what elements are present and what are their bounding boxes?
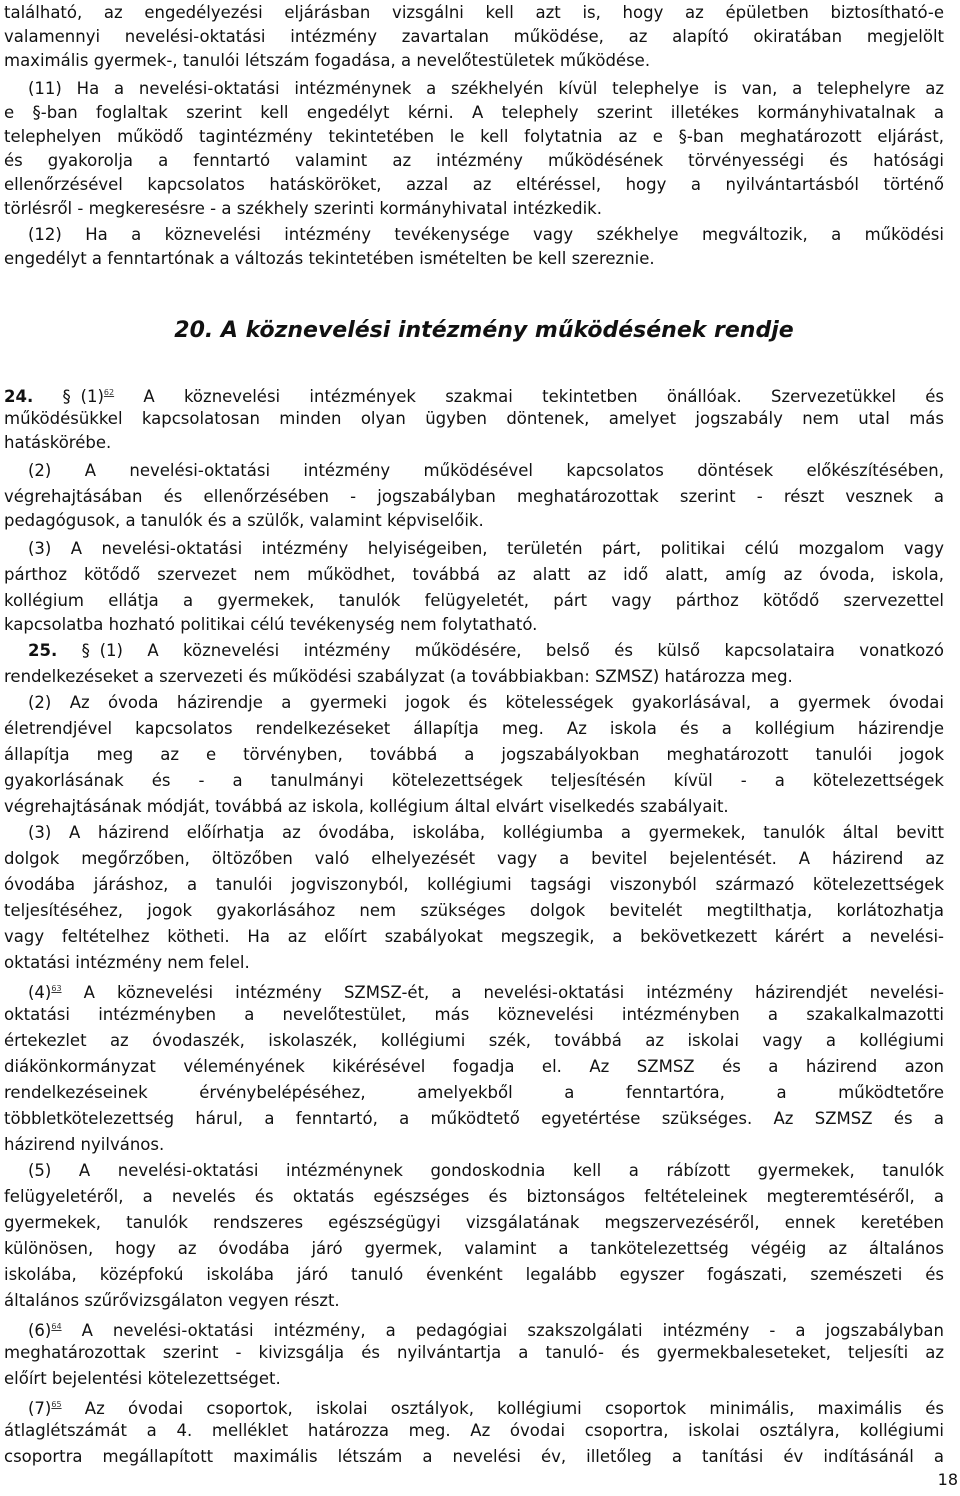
- text-fragment: -ban foglaltak szerint kell engedélyt kérni. A telephely szerint illetékes kormányhivatalnak a: [40, 103, 944, 122]
- text-fragment: (1) A köznevelési intézmény működésére, belső és külső kapcsolataira vonatkozó: [99, 641, 944, 660]
- text-line: működésükkel kapcsolatosan minden olyan ügyben döntenek, amelyet jogszabály nem utal más: [4, 409, 944, 428]
- paragraph-sign: §: [81, 641, 90, 660]
- text-line: (2) Az óvoda házirendje a gyermeki jogok és kötelességek gyakorlásával, a gyermek óvodai: [28, 693, 944, 712]
- page-number: 18: [937, 1470, 958, 1489]
- text-line: kapcsolatba hozható politikai célú tevékenység nem folytatható.: [4, 615, 538, 634]
- text-line: [4, 976, 944, 1002]
- text-line: (3) A házirend előírhatja az óvodába, iskolába, kollégiumba a gyermekek, tanulók által bevitt: [28, 823, 944, 842]
- text-line: óvodába járáshoz, a tanulói jogviszonyból, kollégiumi tagsági viszonyból származó kötelezettségek: [4, 875, 944, 894]
- text-fragment: -ban meghatározott eljárást,: [686, 127, 944, 146]
- text-line: törlésről - megkeresésre - a székhely szerinti kormányhivatal intézkedik.: [4, 199, 602, 218]
- text-line: végrehajtásában és ellenőrzésében - jogszabályban meghatározottak szerint - részt vesznek a: [4, 487, 944, 506]
- text-line: életrendjével kapcsolatos rendelkezéseket állapítja meg. Az iskola és a kollégium házirendje: [4, 719, 944, 738]
- footnote-link[interactable]: 63: [51, 984, 62, 993]
- text-line: oktatási intézmény nem felel.: [4, 953, 250, 972]
- text-line: általános szűrővizsgálaton vegyen részt.: [4, 1291, 340, 1310]
- text-line: [4, 1314, 944, 1340]
- text-line: [4, 638, 944, 664]
- footnote-link[interactable]: 65: [51, 1400, 62, 1409]
- section-number: 24.: [4, 387, 34, 406]
- text-line: ellenőrzésével kapcsolatos hatásköröket, azzal az eltéréssel, hogy a nyilvántartásból történő: [4, 175, 944, 194]
- paragraph-sign: §: [62, 387, 71, 406]
- text-line: (5) A nevelési-oktatási intézménynek gondoskodnia kell a rábízott gyermekek, tanulók: [28, 1161, 944, 1180]
- text-line: (12) Ha a köznevelési intézmény tevékenysége vagy székhelye megváltozik, a működési: [28, 225, 944, 244]
- text-line: maximális gyermek-, tanulói létszám fogadása, a nevelőtestületek működése.: [4, 51, 651, 70]
- text-line: oktatási intézményben a nevelőtestület, más köznevelési intézményben a szakalkalmazotti: [4, 1005, 944, 1024]
- text-line: [4, 100, 944, 126]
- text-line: (3) A nevelési-oktatási intézmény helyiségeiben, területén párt, politikai célú mozgalom vagy: [28, 539, 944, 558]
- text-line: vagy feltételhez kötheti. Ha az előírt szabályokat megszegik, a bekövetkezett kárért a nevelési-: [4, 927, 944, 946]
- section-heading: 20. A köznevelési intézmény működésének rendje: [174, 318, 794, 343]
- text-line: gyermekek, tanulók rendszeres egészségügyi vizsgálatának megszervezéséről, ennek keretében: [4, 1213, 944, 1232]
- text-fragment: telephelyen működő tagintézmény tekintetében le kell folytatnia az e: [4, 127, 663, 146]
- text-line: többletkötelezettség hárul, a fenntartó, a működtető egyetértése szükséges. Az SZMSZ és a: [4, 1109, 944, 1128]
- text-line: gyakorlásának és - a tanulmányi kötelezettségek teljesítésén kívül - a kötelezettségek: [4, 771, 944, 790]
- text-line: [4, 1392, 944, 1418]
- text-fragment: Az óvodai csoportok, iskolai osztályok, kollégiumi csoportok minimális, maximális és: [84, 1399, 944, 1418]
- text-line: engedélyt a fenntartónak a változás tekintetében ismételten be kell szereznie.: [4, 249, 655, 268]
- text-line: dolgok megőrzőben, öltözőben való elhelyezését vagy a bevitel bejelentését. A házirend az: [4, 849, 944, 868]
- text-line: [4, 380, 944, 406]
- text-line: rendelkezéseket a szervezeti és működési szabályzat (a továbbiakban: SZMSZ) határozza meg.: [4, 667, 793, 686]
- text-line: átlaglétszámát a 4. melléklet határozza meg. Az óvodai csoportra, iskolai osztályra, kollégiumi: [4, 1421, 944, 1440]
- text-line: rendelkezéseinek érvénybelépéséhez, amelyekből a fenntartóra, a működtetőre: [4, 1083, 944, 1102]
- text-line: (2) A nevelési-oktatási intézmény működésével kapcsolatos döntések előkészítésében,: [28, 461, 944, 480]
- text-fragment: (6): [28, 1321, 52, 1340]
- paragraph-sign: §: [32, 103, 41, 122]
- text-fragment: e: [4, 103, 15, 122]
- footnote-link[interactable]: 62: [103, 388, 115, 397]
- text-line: csoportra megállapított maximális létszám a nevelési év, illetőleg a tanítási év indításánál a: [4, 1447, 944, 1466]
- paragraph-sign: §: [678, 127, 687, 146]
- text-fragment: A köznevelési intézmények szakmai tekintetben önállóak. Szervezetükkel és: [143, 387, 944, 406]
- text-line: házirend nyilvános.: [4, 1135, 165, 1154]
- text-line: valamennyi nevelési-oktatási intézmény zavartalan működése, az alapító okiratában megjelölt: [4, 27, 944, 46]
- text-fragment: A köznevelési intézmény SZMSZ-ét, a nevelési-oktatási intézmény házirendjét nevelési-: [83, 983, 944, 1002]
- text-line: kollégium ellátja a gyermekek, tanulók felügyeletét, párt vagy párthoz kötődő szervezettel: [4, 591, 944, 610]
- text-line: meghatározottak szerint - kivizsgálja és nyilvántartja a tanuló- és gyermekbaleseteket, teljesíti az: [4, 1343, 944, 1362]
- text-line: különösen, hogy az óvodába járó gyermek, valamint a tankötelezettség végéig az általános: [4, 1239, 944, 1258]
- text-line: található, az engedélyezési eljárásban vizsgálni kell azt is, hogy az épületben biztosítható-e: [4, 3, 944, 22]
- text-line: párthoz kötődő szervezet nem működhet, továbbá az alatt az idő alatt, amíg az óvoda, iskola,: [4, 565, 944, 584]
- text-line: állapítja meg az e törvényben, továbbá a jogszabályokban meghatározott tanulói jogok: [4, 745, 944, 764]
- text-line: végrehajtásának módját, továbbá az iskola, kollégium által elvárt viselkedés szabályait.: [4, 797, 729, 816]
- text-line: előírt bejelentési kötelezettséget.: [4, 1369, 281, 1388]
- text-line: [4, 124, 944, 150]
- text-fragment: (4): [28, 983, 52, 1002]
- text-line: hatáskörébe.: [4, 433, 112, 452]
- text-line: felügyeletéről, a nevelés és oktatás egészséges és biztonságos feltételeinek megteremtéséről, a: [4, 1187, 944, 1206]
- text-line: diákönkormányzat véleményének kikérésével fogadja el. Az SZMSZ és a házirend azon: [4, 1057, 944, 1076]
- footnote-link[interactable]: 64: [51, 1322, 62, 1331]
- text-line: pedagógusok, a tanulók és a szülők, valamint képviselőik.: [4, 511, 484, 530]
- text-line: értekezlet az óvodaszék, iskolaszék, kollégiumi szék, továbbá az iskolai vagy a kollégiumi: [4, 1031, 944, 1050]
- text-line: iskolába, középfokú iskolába járó tanuló évenként legalább egyszer fogászati, szemészeti és: [4, 1265, 944, 1284]
- text-fragment: A nevelési-oktatási intézmény, a pedagógiai szakszolgálati intézmény - a jogszabályban: [81, 1321, 944, 1340]
- text-line: teljesítéséhez, jogok gyakorlásához nem szükséges dolgok bevitelét megtilthatja, korlátozhatja: [4, 901, 944, 920]
- text-line: (11) Ha a nevelési-oktatási intézménynek a székhelyén kívül telephelye is van, a telephelyre az: [28, 79, 944, 98]
- text-line: és gyakorolja a fenntartó valamint az intézmény működésének törvényességi és hatósági: [4, 151, 944, 170]
- text-fragment: (7): [28, 1399, 52, 1418]
- section-number: 25.: [28, 641, 58, 660]
- text-fragment: (1): [80, 387, 104, 406]
